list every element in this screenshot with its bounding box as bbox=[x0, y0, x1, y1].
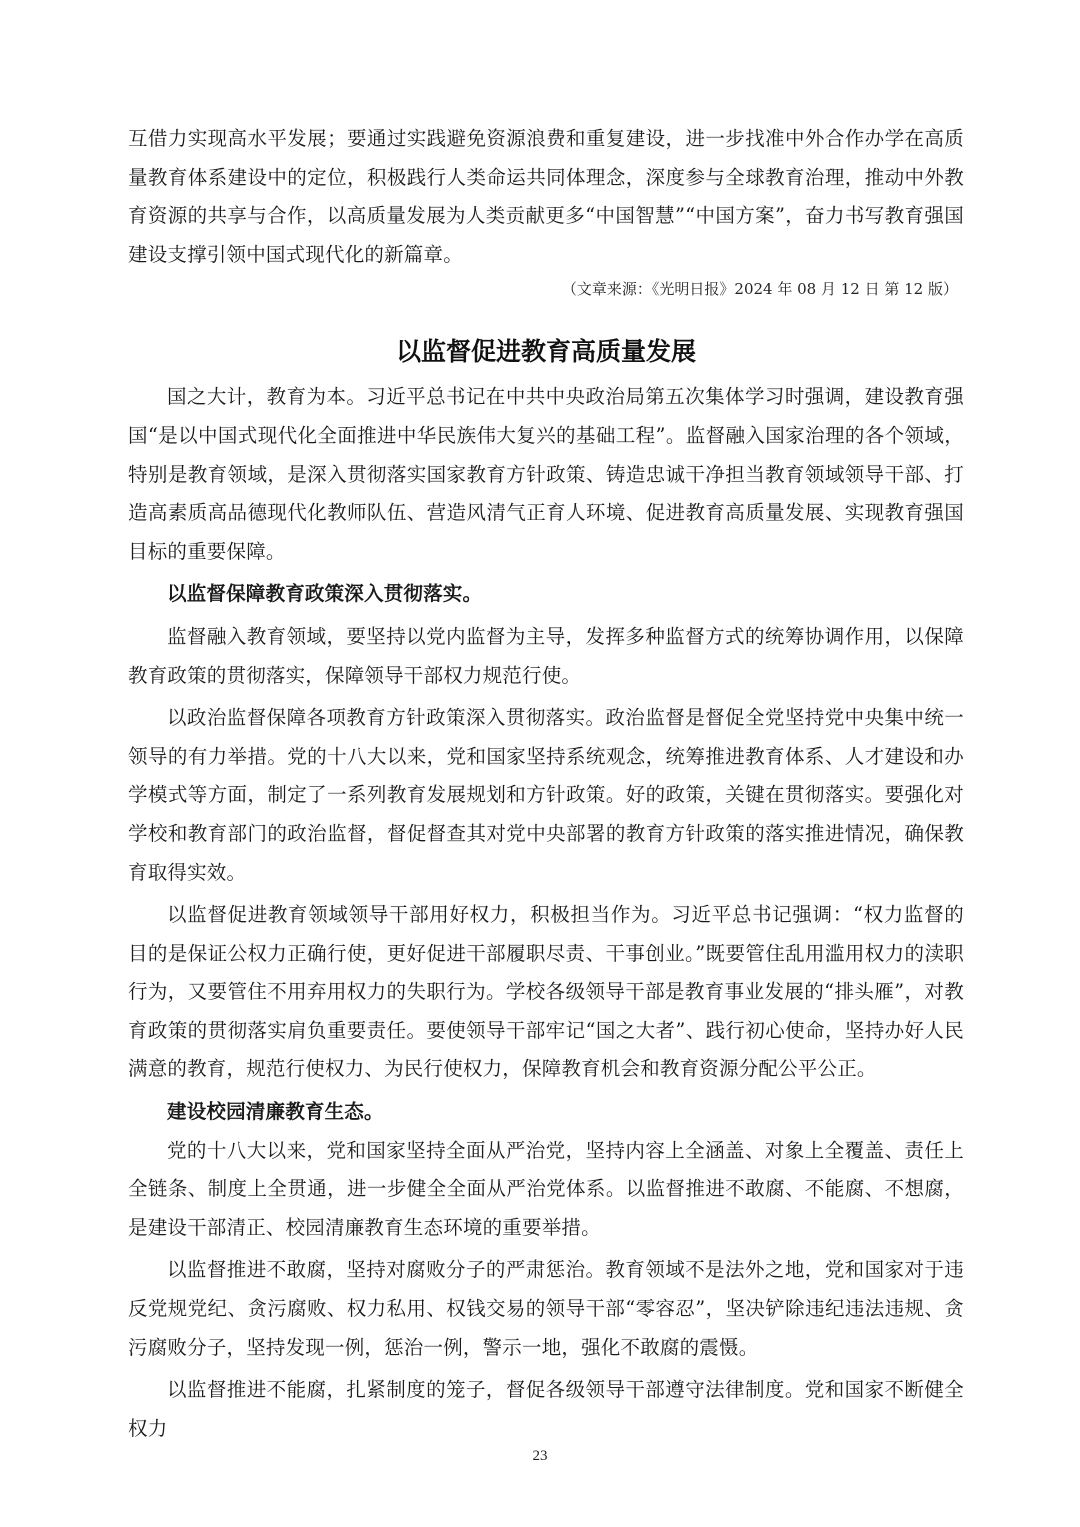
section-heading-clean-campus: 建设校园清廉教育生态。 bbox=[167, 1100, 384, 1124]
paragraph-leaders-power: 以监督促进教育领域领导干部用好权力，积极担当作为。习近平总书记强调：“权力监督的目的是保证公权力正确行使，更好促进干部履职尽责、干事创业。”既要管住乱用滥用权力的渎职行为，又要管住不用弃用权力的失职行为。学校各级领导干部是教育事业发展的“排头雁”，对教育政策的贯彻落实肩负重要责任。要使领导干部牢记“国之大者”、践行初心使命，坚持办好人民满意的教育，规范行使权力、为民行使权力，保障教育机会和教育资源分配公平公正。 bbox=[128, 903, 964, 1081]
section-heading-policy: 以监督保障教育政策深入贯彻落实。 bbox=[167, 582, 483, 606]
paragraph-supervision-integration: 监督融入教育领域，要坚持以党内监督为主导，发挥多种监督方式的统筹协调作用，以保障教育政策的贯彻落实，保障领导干部权力规范行使。 bbox=[128, 624, 964, 687]
paragraph-intro: 国之大计，教育为本。习近平总书记在中共中央政治局第五次集体学习时强调，建设教育强国“是以中国式现代化全面推进中华民族伟大复兴的基础工程”。监督融入国家治理的各个领域，特别是教育领域，是深入贯彻落实国家教育方针政策、铸造忠诚干净担当教育领域领导干部、打造高素质高品德现代化教师队伍、营造风清气正育人环境、促进教育高质量发展、实现教育强国目标的重要保障。 bbox=[128, 385, 964, 563]
paragraph-strict-governance: 党的十八大以来，党和国家坚持全面从严治党，坚持内容上全涵盖、对象上全覆盖、责任上全链条、制度上全贯通，进一步健全全面从严治党体系。以监督推进不敢腐、不能腐、不想腐，是建设干部清正、校园清廉教育生态环境的重要举措。 bbox=[128, 1138, 964, 1239]
continued-paragraph: 互借力实现高水平发展；要通过实践避免资源浪费和重复建设，进一步找准中外合作办学在高质量教育体系建设中的定位，积极践行人类命运共同体理念，深度参与全球教育治理，推动中外教育资源的共享与合作，以高质量发展为人类贡献更多“中国智慧”“中国方案”，奋力书写教育强国建设支撑引领中国式现代化的新篇章。 bbox=[128, 127, 964, 266]
paragraph-cannot-corrupt: 以监督推进不能腐，扎紧制度的笼子，督促各级领导干部遵守法律制度。党和国家不断健全权力 bbox=[128, 1378, 964, 1440]
paragraph-dare-not-corrupt: 以监督推进不敢腐，坚持对腐败分子的严肃惩治。教育领域不是法外之地，党和国家对于违反党规党纪、贪污腐败、权力私用、权钱交易的领导干部“零容忍”，坚决铲除违纪违法违规、贪污腐败分子，坚持发现一例，惩治一例，警示一地，强化不敢腐的震慑。 bbox=[128, 1258, 964, 1359]
paragraph-political-supervision: 以政治监督保障各项教育方针政策深入贯彻落实。政治监督是督促全党坚持党中央集中统一领导的有力举措。党的十八大以来，党和国家坚持系统观念，统筹推进教育体系、人才建设和办学模式等方面，制定了一系列教育发展规划和方针政策。好的政策，关键在贯彻落实。要强化对学校和教育部门的政治监督，督促督查其对党中央部署的教育方针政策的落实推进情况，确保教育取得实效。 bbox=[128, 706, 964, 884]
source-note: （文章来源：《光明日报》2024 年 08 月 12 日 第 12 版） bbox=[561, 280, 958, 299]
page-number: 23 bbox=[532, 1448, 548, 1464]
page-content bbox=[128, 120, 964, 1448]
article-title: 以监督促进教育高质量发展 bbox=[395, 337, 696, 367]
